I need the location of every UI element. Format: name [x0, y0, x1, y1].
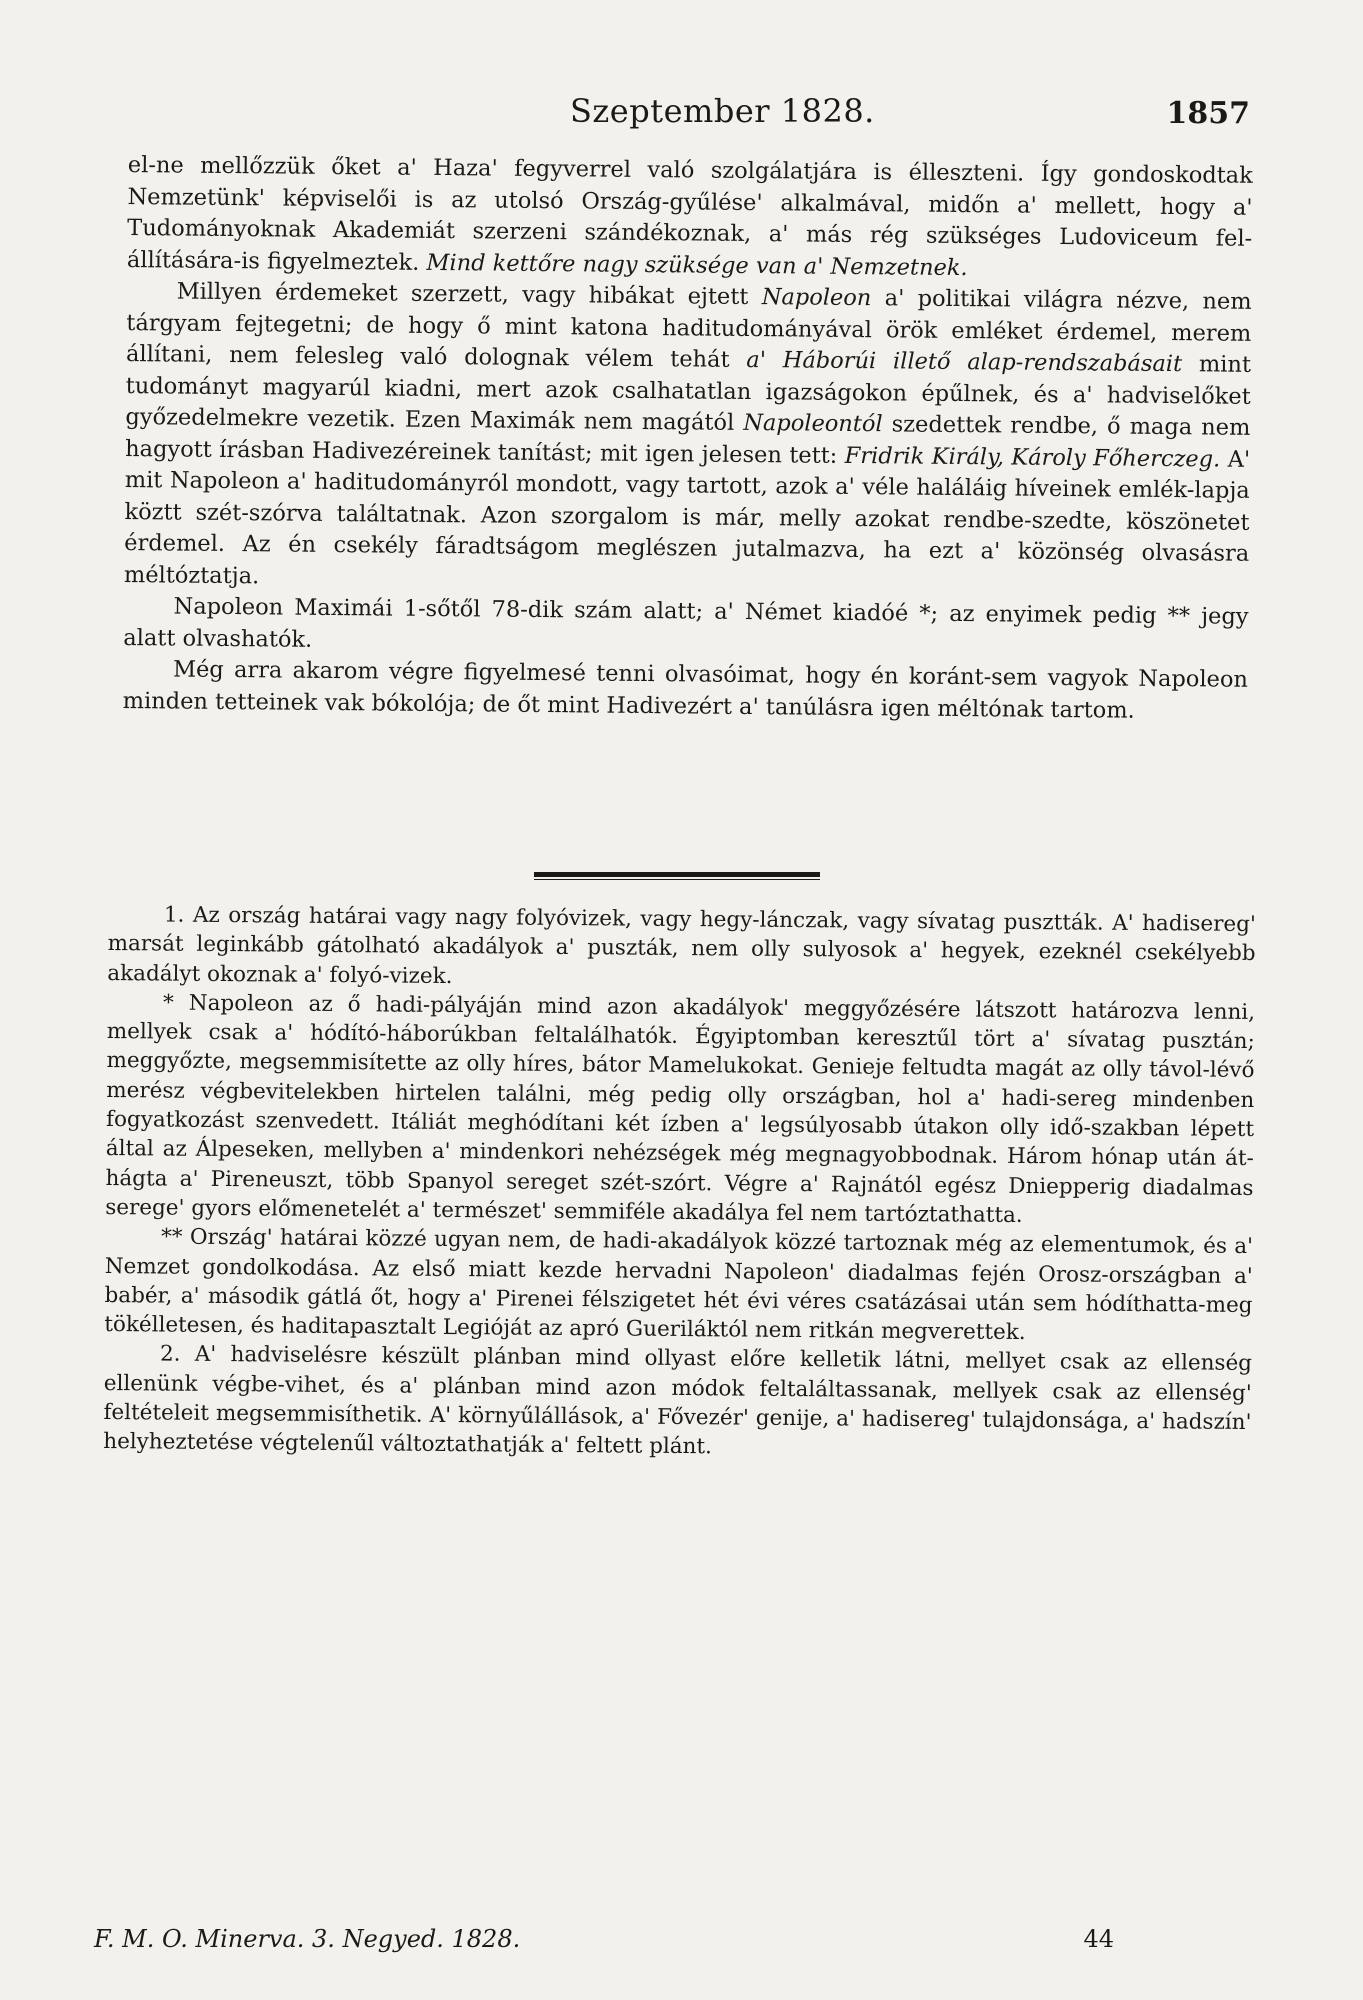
paragraph-2-emphasis-4: Fridrik Király, Károly Főherczeg.: [844, 442, 1221, 472]
maxim-2: 2. A' hadviselésre készült plánban mind ollyast előre kelletik látni, mellyet csak az ellenség ellenünk végbe-vihet, és a' plánban mind azon módok feltaláltassanak, mellyek csak az ellenség' feltételeit megsemmisíthetik. A' környűlállások, a' Fővezér' genije, a' hadisereg' tulajdonsága, a' hadszín' helyheztetése végtelenűl változtathatják a' feltett plánt.: [103, 1341, 1253, 1460]
note-double-star: ** Ország' határai közzé ugyan nem, de hadi-akadályok közzé tartoznak még az elementumok, és a' Nemzet gondolkodása. Az első miatt kezde hervadni Napoleon' diadalmas fején Orosz-országban a' babér, a' második gátlá őt, hogy a' Pirenei félszigetet hét évi véres csatázásai után sem hódíthatta-meg tökélletesen, és haditapasztalt Legióját az apró Gueriláktól nem ritkán megverettek.: [104, 1224, 1254, 1346]
paragraph-2-text-a: Millyen érdemeket szerzett, vagy hibákat ejtett: [176, 278, 749, 310]
footer-signature: F. M. O. Minerva. 3. Negyed. 1828.: [94, 1925, 521, 1953]
sheet-number: 44: [1083, 1925, 1114, 1953]
paragraph-4: Még arra akarom végre figyelmesé tenni olvasóimat, hogy én koránt-sem vagyok Napoleon minden tetteinek vak bókolója; de őt mint Hadivezért a' tanúlásra igen méltónak tartom.: [122, 656, 1249, 724]
page-footer: [94, 1925, 1114, 1959]
maxim-1: 1. Az ország határai vagy nagy folyóvizek, vagy hegy-lánczak, vagy sívatag pusztták. A' hadisereg' marsát leginkább gátolható akadályok a' puszták, nem olly sulyosok a' hegyek, ezeknél csekélyebb akadályt okoznak a' folyó-vizek.: [107, 902, 1256, 989]
paragraph-2-text-c: mint tudományt magyarúl kiadni, mert azok csalhatatlan igazságokon épűlnek, és a' hadviselőket győzedelmekre vezetik. Ezen Maximák nem magától: [125, 351, 1252, 436]
page-number: 1857: [1166, 96, 1250, 131]
maxims-block: [103, 900, 1256, 1467]
section-divider: [534, 872, 820, 880]
note-single-star: * Napoleon az ő hadi-pályáján mind azon akadályok' meggyőzésére látszott határozva lenni, mellyek csak a' hódító-háborúkban feltalálhatók. Égyiptomban keresztűl tört a' sívatag pusztán; meggyőzte, megsemmisítette az olly híres, bátor Mamelukokat. Genieje feltudta magát az olly távol-lévő merész végbevitelekben hirtelen találni, még pedig olly országban, hol a' hadi-sereg mindenben fogyatkozást szenvedett. Itáliát meghódítani két ízben a' legsúlyosabb útakon olly idő-szakban lépett által az Álpeseken, mellyben a' mindenkori nehézségek még megnagyobbodnak. Három hónap után át-hágta a' Pireneuszt, több Spanyol sereget szét-szórt. Végre a' Rajnától egész Dniepperig diadalmas serege' gyors előmenetelét a' természet' semmiféle akadálya fel nem tartóztathatta.: [105, 990, 1256, 1228]
paragraph-1-text: el-ne mellőzzük őket a' Haza' fegyverrel való szolgálatjára is élleszteni. Így gondoskodtak Nemzetünk' képviselői is az utolsó Ország-gyűlése' alkalmával, midőn a' mellett, hogy a' Tudományoknak Akademiát szerzeni szándékoznak, a' más rég szükséges Ludoviceum fel-állítására-is figyelmeztek.: [126, 151, 1253, 276]
paragraph-2-text-b: a' politikai világra nézve, nem tárgyam fejtegetni; de hogy ő mint katona haditudományával örök emléket érdemel, merem állítani, nem felesleg való dolognak vélem tehát: [125, 285, 1252, 373]
page-title: Szeptember 1828.: [570, 92, 875, 130]
main-text-block: [123, 150, 1253, 728]
paragraph-2-emphasis-3: Napoleontól: [743, 409, 883, 438]
paragraph-3: Napoleon Maximái 1-sőtől 78-dik szám alatt; a' Német kiadóé *; az enyimek pedig ** jegy alatt olvashatók.: [123, 593, 1249, 653]
paragraph-1: [127, 150, 1253, 287]
paragraph-2: [124, 276, 1252, 602]
paragraph-2-emphasis-1: Napoleon: [761, 284, 872, 312]
paragraph-2-emphasis-2: a' Háborúi illető alap-rendszabásait: [746, 346, 1183, 378]
paragraph-1-emphasis: Mind kettőre nagy szüksége van a' Nemzetnek.: [426, 249, 968, 281]
running-header: [130, 92, 1250, 142]
paragraph-2-text-d: szedettek rendbe, ő maga nem hagyott írásban Hadivezéreinek tanítást; mit igen jelesen tett:: [125, 411, 1251, 469]
paragraph-2-text-e: A' mit Napoleon a' haditudományról mondott, vagy tartott, azok a' véle haláláig híveinek emlék-lapja köztt szét-szórva találtatnak. Azon szorgalom is már, melly azokat rendbe-szedte, köszönetet érdemel. Az én csekély fáradtságom meglészen jutalmazva, ha ezt a' közönség olvasásra méltóztatja.: [123, 446, 1251, 589]
